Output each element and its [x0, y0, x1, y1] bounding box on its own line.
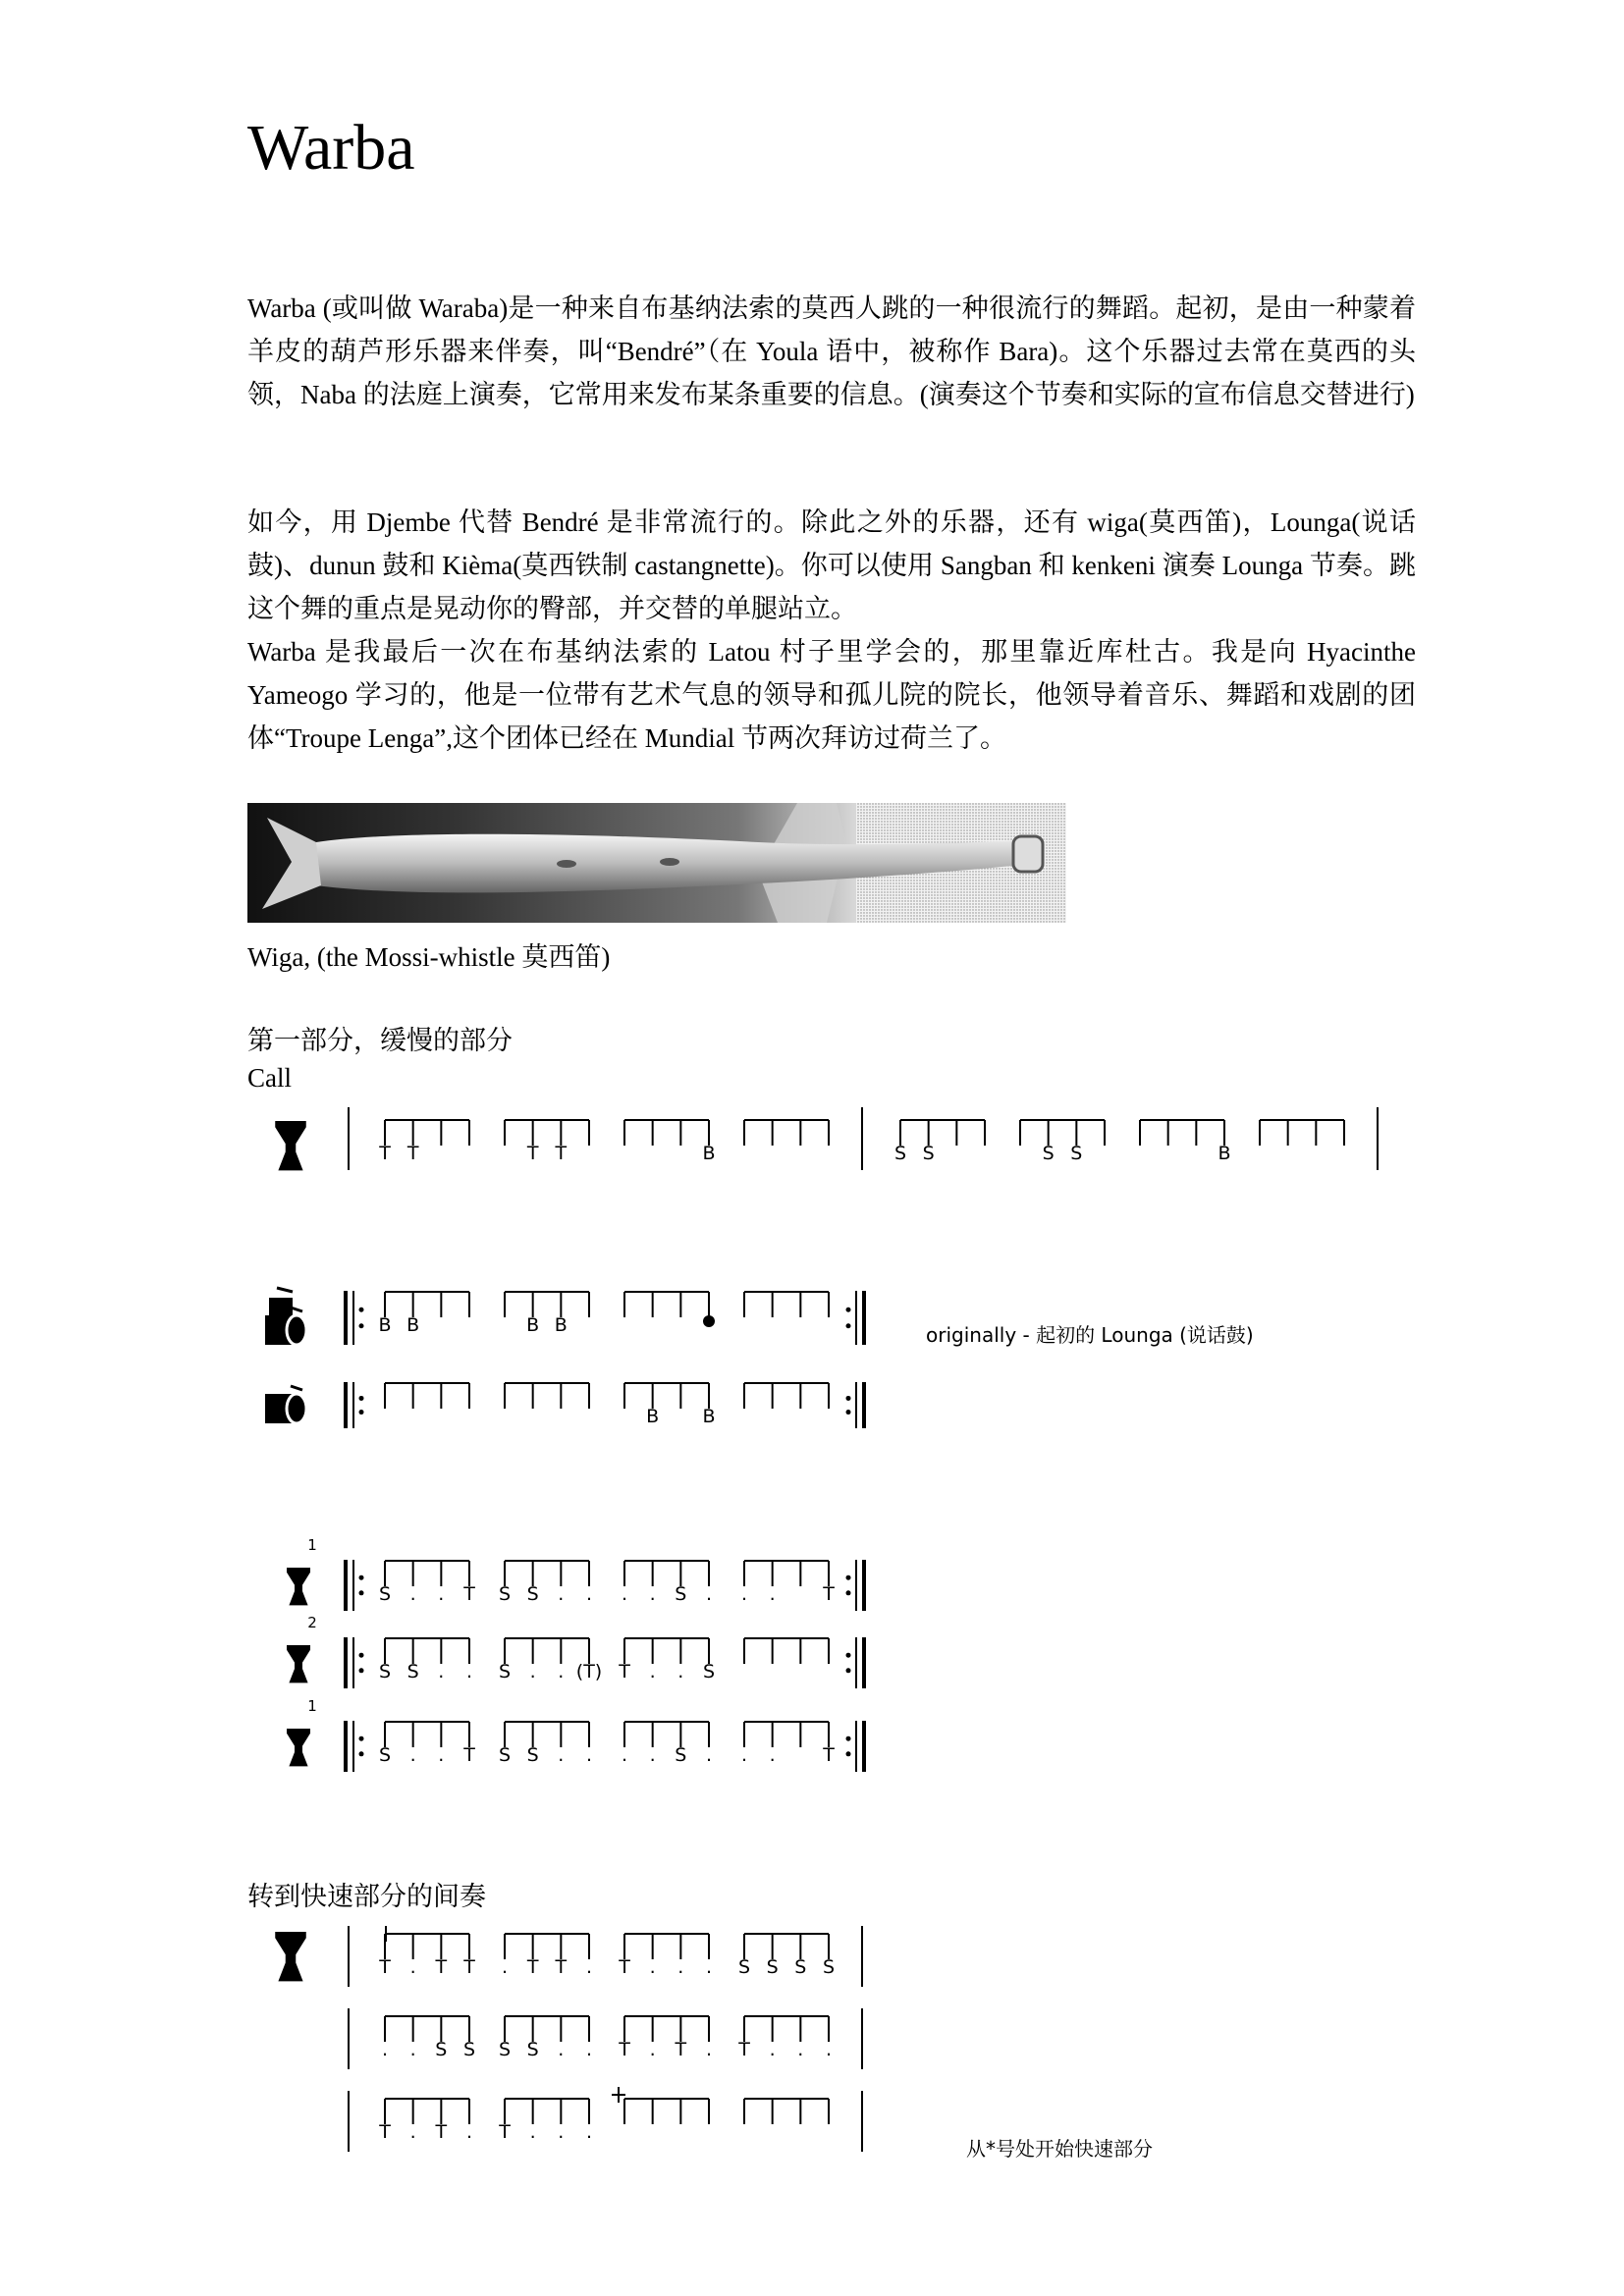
beat-label: S: [435, 2039, 448, 2060]
beat-label: S: [893, 1143, 907, 1164]
beat-label: .: [585, 1583, 593, 1605]
beat-label: T: [379, 1956, 391, 1978]
beat-label: T: [463, 1583, 475, 1605]
beat-label: T: [619, 1661, 630, 1682]
beat-label: T: [738, 2039, 750, 2060]
beat-label: T: [619, 1956, 630, 1978]
beat-label: B: [646, 1406, 660, 1427]
repeat-dot: [359, 1410, 364, 1415]
part-number: 1: [307, 1536, 317, 1554]
djembe-icon: [275, 1932, 306, 1981]
beat-label: T: [526, 1956, 539, 1978]
repeat-dot: [846, 1323, 851, 1328]
beat-label: S: [675, 1583, 687, 1605]
repeat-dot: [846, 1396, 851, 1401]
repeat-dot: [359, 1736, 364, 1741]
djembe-icon: [275, 1121, 306, 1170]
repeat-dot: [359, 1668, 364, 1673]
beat-label: .: [740, 1744, 748, 1766]
beat-label: .: [740, 1583, 748, 1605]
beat-label: S: [526, 1744, 539, 1766]
beat-label: .: [558, 2039, 565, 2060]
beat-label: S: [498, 1583, 512, 1605]
beat-label: T: [499, 2121, 511, 2143]
beat-label: .: [409, 1583, 416, 1605]
beat-label: .: [465, 1661, 473, 1682]
dunun-icon-stick: [291, 1386, 302, 1390]
repeat-dot: [359, 1590, 364, 1595]
beat-label: .: [381, 2039, 389, 2060]
beat-label: B: [406, 1314, 420, 1336]
paragraph-2b: Warba 是我最后一次在布基纳法索的 Latou 村子里学会的，那里靠近库杜古。我是向 Hyacinthe Yameogo 学习的，他是一位带有艺术气息的领导和孤儿院的院长，他领导着音乐、舞蹈和戏剧的团体“Troupe Lenga”,这个团体已经在 Mundial 节两次拜访过荷兰了。: [247, 637, 1416, 753]
beat-label: .: [677, 1956, 684, 1978]
repeat-dot: [846, 1736, 851, 1741]
beat-label: .: [585, 1956, 593, 1978]
beat-label: T: [823, 1744, 835, 1766]
beat-label: .: [438, 1583, 445, 1605]
beat-label: T: [406, 1143, 419, 1164]
beat-label: B: [702, 1406, 716, 1427]
beat-label: .: [649, 2039, 656, 2060]
beat-label: S: [378, 1661, 392, 1682]
beat-label: .: [501, 1956, 509, 1978]
dunun-pair-icon-bottom-head: [287, 1315, 306, 1345]
beat-label: T: [435, 1956, 448, 1978]
beat-label: .: [585, 2039, 593, 2060]
beat-label: .: [409, 1956, 416, 1978]
beat-label: .: [769, 2039, 776, 2060]
beat-label: .: [438, 1661, 445, 1682]
beat-label: .: [558, 1744, 565, 1766]
repeat-dot: [359, 1575, 364, 1580]
beat-label: .: [409, 1744, 416, 1766]
beat-label: S: [406, 1661, 419, 1682]
beat-label: T: [463, 1744, 475, 1766]
beat-label: S: [822, 1956, 836, 1978]
beat-label: .: [705, 1956, 713, 1978]
beat-label: .: [825, 2039, 833, 2060]
call-label: Call: [247, 1063, 292, 1093]
part1-heading: 第一部分，缓慢的部分: [247, 1026, 513, 1055]
beat-label: T: [555, 1143, 568, 1164]
repeat-dot: [359, 1323, 364, 1328]
photo-caption: Wiga, (the Mossi-whistle 莫西笛): [247, 942, 611, 972]
beat-label: .: [649, 1956, 656, 1978]
page-title: Warba: [247, 112, 415, 184]
lounga-note: originally - 起初的 Lounga (说话鼓): [926, 1323, 1254, 1347]
beat-label: B: [554, 1314, 568, 1336]
beat-label: .: [409, 2039, 416, 2060]
repeat-dot: [846, 1308, 851, 1312]
beat-label: .: [621, 1583, 628, 1605]
beat-label: .: [585, 2121, 593, 2143]
beat-label: T: [823, 1583, 835, 1605]
beat-label: S: [922, 1143, 935, 1164]
beat-label: S: [526, 1583, 539, 1605]
beat-label: T: [463, 1956, 475, 1978]
beat-label: S: [737, 1956, 751, 1978]
beat-dot: [703, 1315, 715, 1327]
beat-label: .: [649, 1744, 656, 1766]
repeat-dot: [846, 1653, 851, 1658]
beat-label: S: [1070, 1143, 1083, 1164]
part-number: 2: [307, 1614, 317, 1631]
beat-label: (T): [575, 1661, 603, 1682]
beat-label: .: [465, 2121, 473, 2143]
beat-label: .: [769, 1744, 776, 1766]
beat-label: .: [769, 1583, 776, 1605]
beat-label: B: [1218, 1143, 1231, 1164]
beat-label: B: [702, 1143, 716, 1164]
beat-label: S: [1042, 1143, 1055, 1164]
beat-label: .: [621, 1744, 628, 1766]
repeat-dot: [359, 1751, 364, 1756]
beat-label: .: [649, 1661, 656, 1682]
beat-label: S: [526, 2039, 539, 2060]
dunun-pair-icon-top: [269, 1298, 293, 1315]
beat-label: S: [675, 1744, 687, 1766]
beat-label: S: [498, 1661, 512, 1682]
repeat-dot: [359, 1396, 364, 1401]
beat-label: S: [462, 2039, 476, 2060]
beat-label: B: [378, 1314, 392, 1336]
repeat-dot: [846, 1751, 851, 1756]
dunun-icon-head: [287, 1394, 306, 1423]
beat-label: S: [378, 1744, 392, 1766]
beat-label: T: [555, 1956, 568, 1978]
beat-label: .: [705, 2039, 713, 2060]
beat-label: T: [526, 1143, 539, 1164]
beat-label: S: [794, 1956, 807, 1978]
dunun-pair-icon-stick: [277, 1288, 293, 1292]
fast-part-note: 从*号处开始快速部分: [966, 2137, 1153, 2161]
beat-label: .: [558, 1661, 565, 1682]
beat-label: .: [649, 1583, 656, 1605]
beat-label: S: [378, 1583, 392, 1605]
beat-label: T: [435, 2121, 448, 2143]
beat-label: .: [438, 1744, 445, 1766]
beat-label: T: [675, 2039, 687, 2060]
repeat-dot: [846, 1668, 851, 1673]
beat-label: .: [558, 1583, 565, 1605]
beat-label: .: [585, 1744, 593, 1766]
beat-label: .: [529, 2121, 536, 2143]
interlude-heading: 转到快速部分的间奏: [247, 1882, 486, 1911]
beat-label: .: [705, 1583, 713, 1605]
repeat-dot: [359, 1653, 364, 1658]
paragraph-2a: 如今，用 Djembe 代替 Bendré 是非常流行的。除此之外的乐器，还有 wiga(莫西笛)，Lounga(说话鼓)、dunun 鼓和 Kièma(莫西铁制 castangnette)。你可以使用 Sangban 和 kenkeni 演奏 Lounga 节奏。跳这个舞的重点是晃动你的臀部，并交替的单腿站立。: [247, 507, 1416, 623]
beat-label: .: [558, 2121, 565, 2143]
beat-label: .: [797, 2039, 804, 2060]
part-number: 1: [307, 1697, 317, 1715]
repeat-dot: [359, 1308, 364, 1312]
beat-label: B: [526, 1314, 540, 1336]
beat-label: .: [529, 1661, 536, 1682]
djembe-icon: [287, 1645, 310, 1682]
djembe-icon: [287, 1729, 310, 1766]
beat-label: S: [766, 1956, 779, 1978]
beat-label: T: [379, 1143, 391, 1164]
beat-label: S: [498, 1744, 512, 1766]
paragraph-1: Warba (或叫做 Waraba)是一种来自布基纳法索的莫西人跳的一种很流行的舞蹈。起初，是由一种蒙着羊皮的葫芦形乐器来伴奏，叫“Bendré”（在 Youla 语中，被称作 Bara)。这个乐器过去常在莫西的头领，Naba 的法庭上演奏，它常用来发布某条重要的信息。(演奏这个节奏和实际的宣布信息交替进行): [247, 294, 1416, 409]
beat-label: T: [379, 2121, 391, 2143]
djembe-icon: [287, 1568, 310, 1605]
repeat-dot: [846, 1575, 851, 1580]
beat-label: S: [498, 2039, 512, 2060]
repeat-dot: [846, 1410, 851, 1415]
beat-label: S: [702, 1661, 716, 1682]
repeat-dot: [846, 1590, 851, 1595]
beat-label: .: [705, 1744, 713, 1766]
beat-label: T: [619, 2039, 630, 2060]
beat-label: .: [677, 1661, 684, 1682]
beat-label: .: [409, 2121, 416, 2143]
